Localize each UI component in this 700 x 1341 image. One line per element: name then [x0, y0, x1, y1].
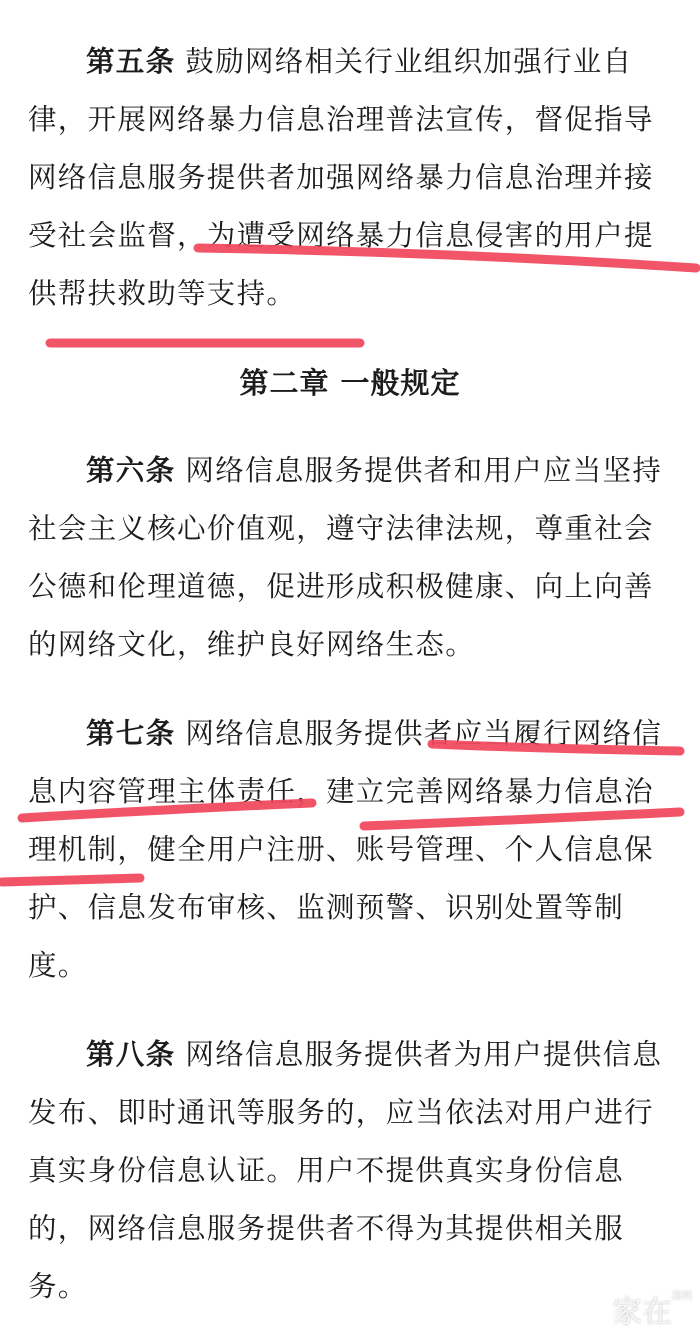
article6-line-1: 第六条 网络信息服务提供者和用户应当坚持 [86, 454, 663, 487]
article5-line-2: 律，开展网络暴力信息治理普法宣传，督促指导 [28, 103, 654, 136]
article5-line-1: 第五条 鼓励网络相关行业组织加强行业自 [86, 45, 633, 78]
article8-line-2: 发布、即时通讯等服务的，应当依法对用户进行 [28, 1096, 654, 1129]
article8-line-3: 真实身份信息认证。用户不提供真实身份信息 [28, 1154, 625, 1187]
highlight-underline [364, 812, 680, 826]
article7-line-3: 理机制，健全用户注册、账号管理、个人信息保 [28, 833, 654, 866]
article8-line-1: 第八条 网络信息服务提供者为用户提供信息 [86, 1038, 663, 1071]
article6-line-2: 社会主义核心价值观，遵守法律法规，尊重社会 [28, 512, 654, 545]
article6-line-3: 公德和伦理道德，促进形成积极健康、向上向善 [28, 570, 654, 603]
article5-line-4: 受社会监督，为遭受网络暴力信息侵害的用户提 [28, 219, 654, 252]
article8-label: 第八条 [86, 1038, 176, 1071]
article8-line-4: 的，网络信息服务提供者不得为其提供相关服 [28, 1212, 625, 1245]
article7-line-4: 护、信息发布审核、监测预警、识别处置等制 [28, 891, 625, 924]
article6-line-4: 的网络文化，维护良好网络生态。 [28, 628, 476, 661]
highlight-underline [2, 878, 140, 882]
article7-label: 第七条 [86, 717, 176, 750]
article5-label: 第五条 [86, 45, 176, 78]
chapter-heading: 第二章 一般规定 [239, 366, 461, 400]
article8-line-5: 务。 [28, 1270, 88, 1303]
article7-line-5: 度。 [28, 949, 88, 982]
article5-line-5: 供帮扶救助等支持。 [28, 277, 297, 310]
article5-line-3: 网络信息服务提供者加强网络暴力信息治理并接 [28, 161, 654, 194]
article6-label: 第六条 [86, 454, 176, 487]
article7-line-2: 息内容管理主体责任，建立完善网络暴力信息治 [28, 775, 654, 808]
watermark-logo: 家在$^{深圳}$ [612, 1291, 692, 1330]
article7-line-1: 第七条 网络信息服务提供者应当履行网络信 [86, 717, 663, 750]
